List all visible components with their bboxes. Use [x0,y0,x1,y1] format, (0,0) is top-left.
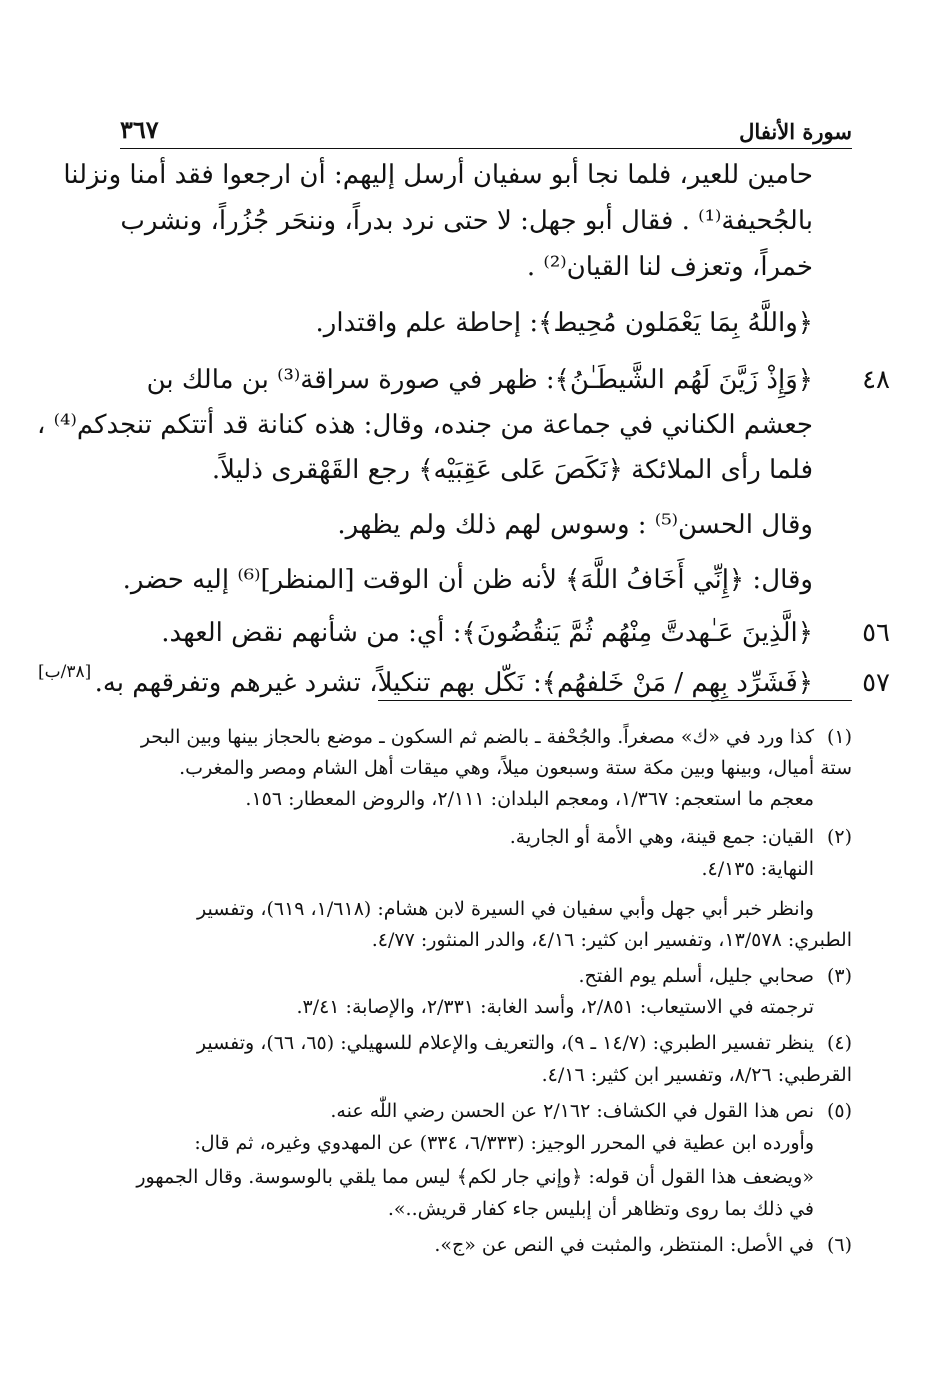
commentary-paragraph: ﴿واللَّهُ بِمَا يَعْمَلون مُحِيط﴾: إحاطة علم واقتدار. [315,308,813,338]
footnote-line: ينظر تفسير الطبري: (١٤/٧ ـ ٩)، والتعريف والإعلام للسهيلي: (٦٥، ٦٦)، وتفسير [196,1032,814,1054]
footnote-line: ستة أميال، وبينها وبين مكة ستة وسبعون ميلاً، وهي ميقات أهل الشام ومصر والمغرب. [179,757,852,779]
footnote-line: في ذلك بما روى وتظاهر أن إبليس جاء كفار قريش..». [387,1198,814,1220]
commentary-paragraph: وقال الحسن⁽⁵⁾ : وسوس لهم ذلك ولم يظهر. [337,510,813,540]
footnote-line: النهاية: ٤/١٣٥. [701,858,814,880]
footnote-line: في الأصل: المنتظر، والمثبت في النص عن «ج». [434,1234,814,1256]
verse-line: فلما رأى الملائكة ﴿نَكَصَ عَلى عَقِبَيْه﴾ رجع القَهْقرى ذليلاً. [211,455,813,485]
footnote-number: (١) [826,726,852,748]
footnote-line: وأورده ابن عطية في المحرر الوجيز: (٦/٣٣٣، ٣٣٤) عن المهدوي وغيره، ثم قال: [194,1132,814,1154]
surah-title: سورة الأنفال [739,119,852,144]
commentary-paragraph: وقال: ﴿إِنِّي أَخَافُ اللَّهَ﴾ لأنه ظن أن الوقت [المنظر]⁽⁶⁾ إليه حضر. [122,565,813,595]
header-rule [120,148,852,149]
footnote-line: صحابي جليل، أسلم يوم الفتح. [578,965,814,987]
verse-number: ٥٦ [862,618,890,648]
text-line: حامين للعير، فلما نجا أبو سفيان أرسل إليهم: أن ارجعوا فقد أمنا ونزلنا [63,160,813,190]
footnote-rule [378,700,852,701]
footnotes [100,722,852,1282]
footnote-number: (٥) [826,1100,852,1122]
footnote-line: القرطبي: ٨/٢٦، وتفسير ابن كثير: ٤/١٦. [541,1064,852,1086]
verse-line: ﴿وَإِذْ زَيَّنَ لَهُم الشَّيطَـٰنُ﴾: ظهر في صورة سراقة⁽³⁾ بن مالك بن [146,365,813,395]
manuscript-folio-marker: [٣٨/ب] [38,662,92,682]
page-number: ٣٦٧ [120,115,159,144]
footnote-number: (٣) [826,965,852,987]
verse-line: جعشم الكناني في جماعة من جنده، وقال: هذه كنانة قد أتتكم تنجدكم⁽⁴⁾ ، [36,410,813,440]
footnote-line: «ويضعف هذا القول أن قوله: ﴿وإني جار لكم﴾ ليس مما يلقي بالوسوسة. وقال الجمهور [136,1166,814,1188]
footnote-line: الطبري: ١٣/٥٧٨، وتفسير ابن كثير: ٤/١٦، والدر المنثور: ٤/٧٧. [371,929,852,951]
footnote-line: معجم ما استعجم: ١/٣٦٧، ومعجم البلدان: ٢/١١١، والروض المعطار: ١٥٦. [245,788,814,810]
page-header [120,108,852,144]
verse-line: ﴿فَشَرِّد بِهِم / مَنْ خَلفهُم﴾: نَكّل بهم تنكيلاً، تشرد غيرهم وتفرقهم به. [94,668,813,698]
footnote-line: نص هذا القول في الكشاف: ٢/١٦٢ عن الحسن رضي اللّٰه عنه. [330,1100,814,1122]
verse-number: ٤٨ [862,365,890,395]
text-line: خمراً، وتعزف لنا القيان⁽²⁾ . [526,252,813,282]
footnote-line: وانظر خبر أبي جهل وأبي سفيان في السيرة لابن هشام: (١/٦١٨، ٦١٩)، وتفسير [197,898,814,920]
footnote-line: كذا ورد في «ك» مصغراً. والجُحْفة ـ بالضم ثم السكون ـ موضع بالحجاز بينها وبين البحر [140,726,814,748]
footnote-number: (٤) [826,1032,852,1054]
footnote-number: (٢) [826,826,852,848]
footnote-line: ترجمته في الاستيعاب: ٢/٨٥١، وأسد الغابة: ٢/٣٣١، والإصابة: ٣/٤١. [296,996,814,1018]
footnote-line: القيان: جمع قينة، وهي الأمة أو الجارية. [509,826,814,848]
verse-line: ﴿الَّذِينَ عَـٰهدتَّ مِنْهُم ثُمَّ يَنقُضُونَ﴾: أي: من شأنهم نقض العهد. [161,618,813,648]
text-line: بالجُحيفة⁽¹⁾ . فقال أبو جهل: لا حتى نرد بدراً، وننحَر جُزُراً، ونشرب [120,206,813,236]
verse-number: ٥٧ [862,668,890,698]
footnote-number: (٦) [826,1234,852,1256]
